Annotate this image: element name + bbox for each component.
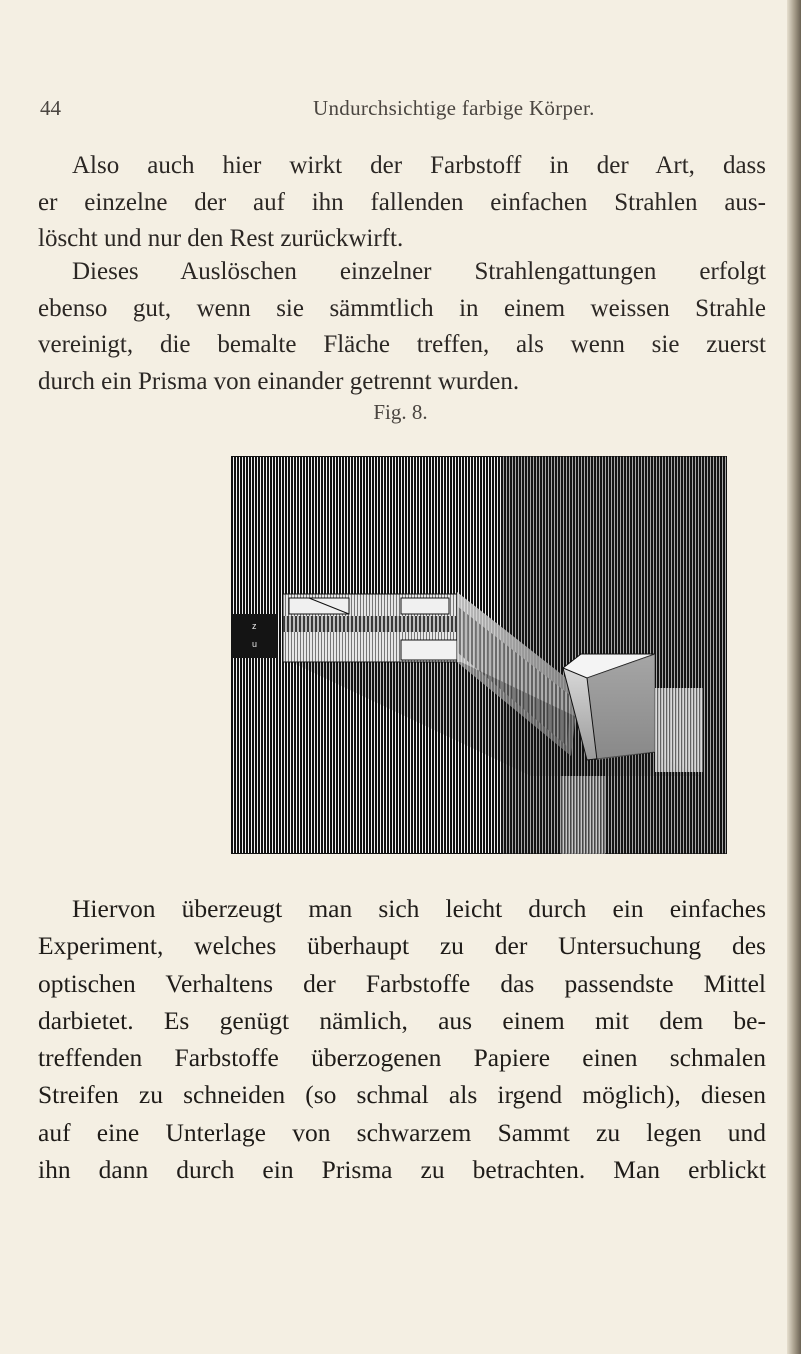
- slit-band: [283, 616, 457, 632]
- text-line: Also auch hier wirkt der Farbstoff in der Art, dass: [72, 152, 766, 179]
- text-line: ebenso gut, wenn sie sämmtlich in einem weissen Strahle: [38, 294, 766, 322]
- text-line: darbietet. Es genügt nämlich, aus einem mit dem be-: [38, 1005, 766, 1035]
- label-u: u: [252, 639, 258, 649]
- text-line: optischen Verhaltens der Farbstoffe das passendste Mittel: [38, 968, 766, 998]
- prism-illustration: [231, 456, 727, 854]
- text-line: durch ein Prisma von einander getrennt wurden.: [38, 367, 520, 395]
- slit-frame: [289, 598, 349, 614]
- prism-figure: [231, 456, 727, 854]
- text-line: treffenden Farbstoffe überzogenen Papiere einen schmalen: [38, 1043, 766, 1073]
- text-line: er einzelne der auf ihn fallenden einfachen Strahlen aus-: [38, 188, 766, 216]
- text-line: auf eine Unterlage von schwarzem Sammt zu legen und: [38, 1117, 766, 1147]
- page-edge-shadow: [787, 0, 801, 1354]
- running-head: Undurchsichtige farbige Körper.: [313, 96, 595, 120]
- text-line: Streifen zu schneiden (so schmal als irgend möglich), diesen: [38, 1080, 766, 1110]
- paragraph-1: [38, 148, 766, 258]
- text-line: vereinigt, die bemalte Fläche treffen, als wenn sie zuerst: [38, 331, 766, 359]
- figure-caption: Fig. 8.: [373, 400, 428, 424]
- page-header: [40, 96, 760, 136]
- text-line: löscht und nur den Rest zurückwirft.: [38, 225, 404, 253]
- paragraph-3: [38, 890, 766, 1188]
- text-line: Dieses Auslöschen einzelner Strahlengattungen erfolgt: [72, 258, 766, 285]
- label-z: z: [252, 621, 257, 631]
- paragraph-2: [38, 254, 766, 400]
- text-line: ihn dann durch ein Prisma zu betrachten. Man erblickt: [38, 1155, 766, 1185]
- text-line: Experiment, welches überhaupt zu der Untersuchung des: [38, 931, 766, 961]
- page-number: 44: [40, 96, 61, 120]
- text-line: Hiervon überzeugt man sich leicht durch ein einfaches: [72, 894, 766, 923]
